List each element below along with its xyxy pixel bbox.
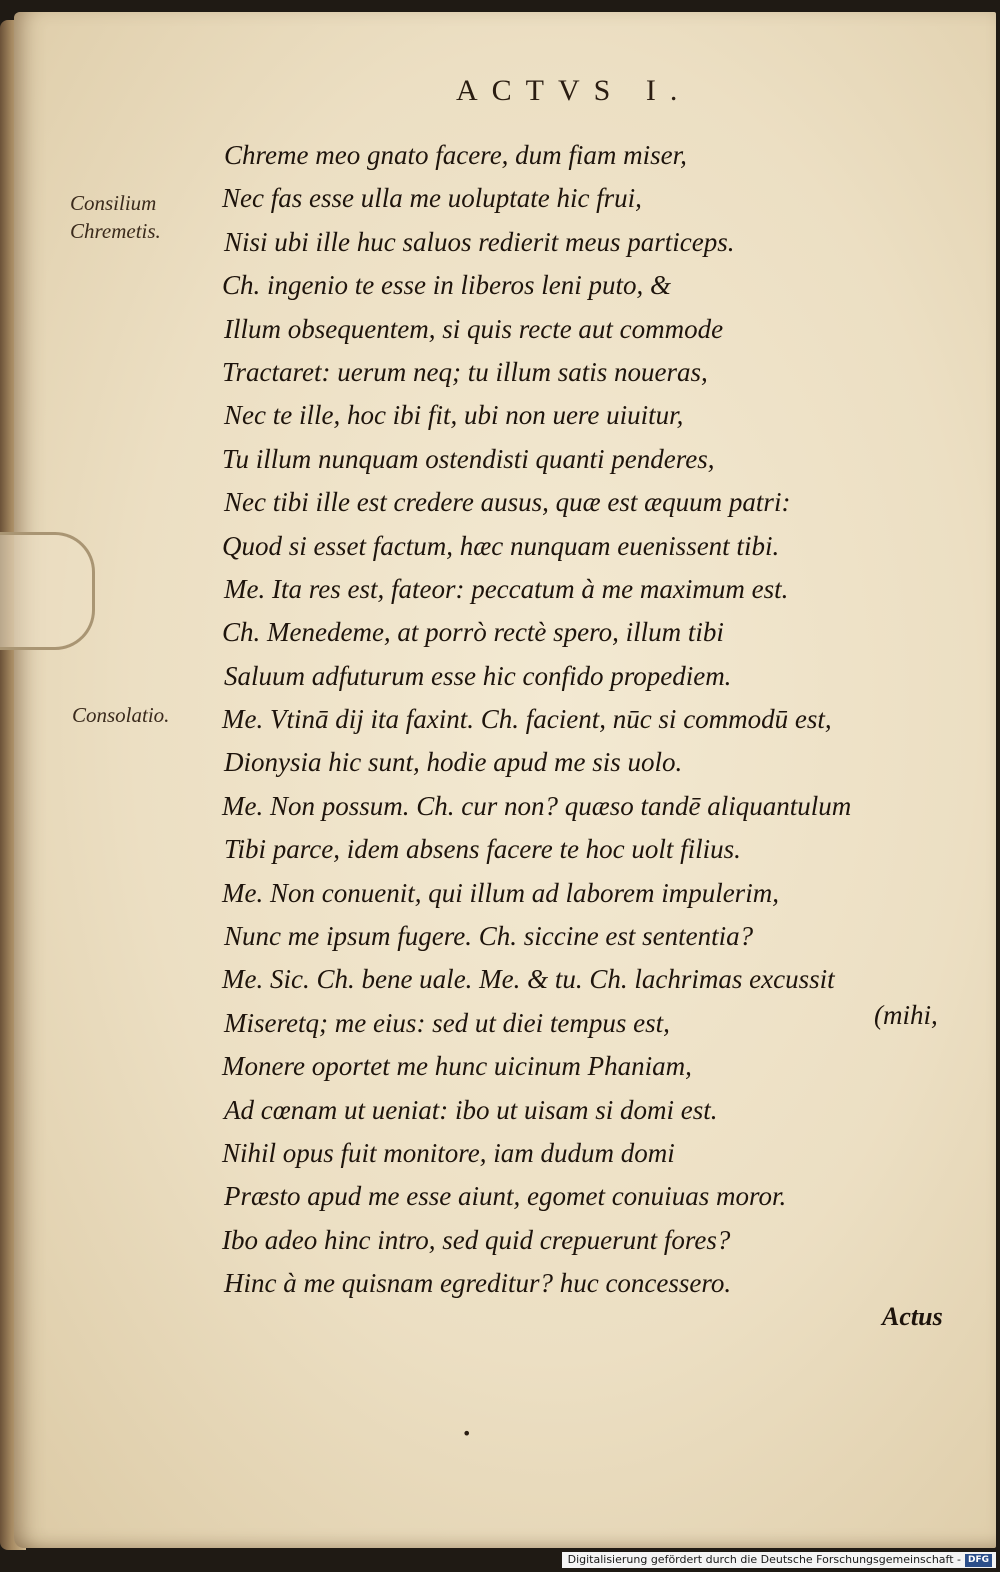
verse-line: Nisi ubi ille huc saluos redierit meus particeps. <box>224 226 735 257</box>
verse-line: Tibi parce, idem absens facere te hoc uolt filius. <box>224 834 741 865</box>
verse-text <box>222 134 851 1306</box>
verse-line: Ibo adeo hinc intro, sed quid crepuerunt fores? <box>222 1224 731 1255</box>
verse-line: Me. Non possum. Ch. cur non? quæso tandē aliquantulum <box>222 790 852 821</box>
dfg-logo: DFG <box>965 1554 992 1567</box>
verse-line: Nunc me ipsum fugere. Ch. siccine est sententia? <box>224 921 754 952</box>
verse-line: Me. Non conuenit, qui illum ad laborem impulerim, <box>222 877 779 908</box>
margin-note-line: Chremetis. <box>70 219 161 243</box>
verse-line: Præsto apud me esse aiunt, egomet conuiuas moror. <box>224 1181 787 1212</box>
verse-line: Hinc à me quisnam egreditur? huc concessero. <box>224 1268 732 1299</box>
verse-line: Nihil opus fuit monitore, iam dudum domi <box>222 1137 675 1168</box>
verse-line: Nec tibi ille est credere ausus, quæ est æquum patri: <box>224 487 791 518</box>
catchword: Actus <box>882 1302 943 1331</box>
verse-line: Nec te ille, hoc ibi fit, ubi non uere uiuitur, <box>224 400 684 431</box>
running-head: ACTVS I. <box>456 74 692 107</box>
verse-line: Chreme meo gnato facere, dum fiam miser, <box>224 140 687 170</box>
verse-line: Ch. Menedeme, at porrò rectè spero, illum tibi <box>222 617 724 648</box>
ornament-dot: • <box>462 1424 472 1443</box>
verse-line: Ch. ingenio te esse in liberos leni puto, & <box>222 270 671 301</box>
verse-line: Miseretq; me eius: sed ut diei tempus est, <box>224 1007 670 1038</box>
verse-line: Me. Vtinā dij ita faxint. Ch. facient, nūc si commodū est, <box>222 704 832 735</box>
verse-line: Dionysia hic sunt, hodie apud me sis uolo. <box>224 747 683 778</box>
verse-line: Nec fas esse ulla me uoluptate hic frui, <box>222 183 642 214</box>
verse-line: Quod si esset factum, hæc nunquam euenissent tibi. <box>222 530 780 561</box>
verse-line: Tractaret: uerum neq; tu illum satis noueras, <box>222 356 708 387</box>
verse-line: Me. Ita res est, fateor: peccatum à me maximum est. <box>224 573 789 604</box>
verse-line: Me. Sic. Ch. bene uale. Me. & tu. Ch. lachrimas excussit <box>222 964 835 995</box>
margin-note-line: Consolatio. <box>72 703 170 727</box>
margin-note-consilium <box>70 189 161 245</box>
verse-line: Illum obsequentem, si quis recte aut commode <box>224 313 724 344</box>
footer-text: Digitalisierung gefördert durch die Deutsche Forschungsgemeinschaft - <box>567 1553 961 1566</box>
margin-note-consolatio <box>72 701 169 729</box>
margin-note-line: Consilium <box>70 191 157 215</box>
verse-line: Ad cœnam ut ueniat: ibo ut uisam si domi est. <box>224 1094 718 1125</box>
verse-line: Saluum adfuturum esse hic confido propediem. <box>224 660 732 691</box>
book-clasp <box>0 532 95 650</box>
verse-line: Tu illum nunquam ostendisti quanti penderes, <box>222 443 715 474</box>
verse-line: Monere oportet me hunc uicinum Phaniam, <box>222 1051 692 1082</box>
digitization-footer <box>562 1552 996 1568</box>
turnover-word: (mihi, <box>874 1000 938 1030</box>
